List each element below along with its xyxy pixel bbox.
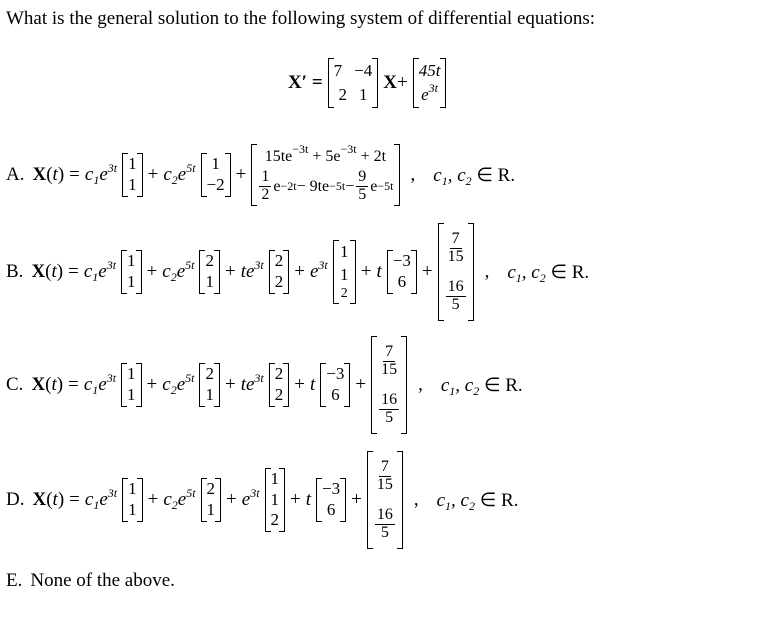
option-label: E. <box>6 570 23 591</box>
option-text: None of the above. <box>30 570 175 591</box>
matrix-cell: 2 <box>338 84 347 104</box>
option-b[interactable]: B. X ( t ) = $c_1e^{3t}$ 1 1 + $c_2e^{5t}$ 2 1 + $te^{3t}$ 2 2 + $e^{3t}$ 1 1 2 + t −3 6 + $\frac{7}{15}$ $\frac{16}{5}$ , $c_1$, $c_2$ ∈ R. <box>6 222 589 322</box>
option-e[interactable] <box>6 570 175 592</box>
option-c[interactable]: C. X ( t ) = $c_1e^{3t}$ 1 1 + $c_2e^{5t}$ 2 1 + $te^{3t}$ 2 2 + t −3 6 + $\frac{7}{15}$ $\frac{16}{5}$ , $c_1$, $c_2$ ∈ R. <box>6 335 523 435</box>
vector: 1 1 2 <box>333 240 356 304</box>
matrix-cell: −4 <box>354 60 373 80</box>
vector: 1 −2 <box>201 153 231 197</box>
constant-vector: $\frac{7}{15}$ $\frac{16}{5}$ <box>438 223 474 321</box>
vector: 1 1 2 <box>265 468 286 532</box>
x-symbol: X <box>32 164 47 185</box>
vector: 1 1 <box>121 250 142 294</box>
option-a[interactable]: A. X ( t ) = $c_1e^{3t}$ 1 1 + $c_2e^{5t}$ 1 −2 + $15te^{-3t} + 5e^{-3t} + 2t$ $\frac{1}{2}$ e −2t − 9te −5t − $\frac{9}{5}$ e −5t , $c_1$, $c_2$ ∈ R. <box>6 140 515 210</box>
option-label: C. <box>6 374 24 395</box>
constant-vector: $\frac{7}{15}$ $\frac{16}{5}$ <box>367 451 403 549</box>
vector: 2 2 <box>269 250 290 294</box>
option-label: D. <box>6 489 25 510</box>
constant-set: $c_1$, $c_2$ ∈ R. <box>433 164 516 188</box>
vector: 1 1 <box>122 478 143 522</box>
vector: −3 6 <box>316 478 346 522</box>
option-label: A. <box>6 164 25 185</box>
x-vector: X <box>383 72 397 93</box>
coefficient-matrix <box>328 58 379 108</box>
forcing-vector <box>413 58 447 108</box>
vector: 2 1 <box>199 363 220 407</box>
vector: 1 1 <box>122 153 143 197</box>
question-text: What is the general solution to the following system of differential equations: <box>6 8 596 29</box>
system-equation <box>288 58 451 108</box>
matrix-cell: 1 <box>358 84 368 104</box>
vector: 2 1 <box>199 250 220 294</box>
matrix-cell: 7 <box>333 60 343 80</box>
forcing-bottom: $e^{3t}$ <box>421 80 439 104</box>
particular-vector: $15te^{-3t} + 5e^{-3t} + 2t$ $\frac{1}{2}$ e −2t − 9te −5t − $\frac{9}{5}$ e −5t <box>251 144 399 206</box>
constant-vector: $\frac{7}{15}$ $\frac{16}{5}$ <box>371 336 407 434</box>
forcing-top: 45t <box>418 60 441 80</box>
lhs: X′ = <box>288 72 323 93</box>
vector: 2 1 <box>201 478 222 522</box>
vector: 2 2 <box>269 363 290 407</box>
vector: −3 6 <box>387 250 417 294</box>
plus-sign: + <box>396 72 408 93</box>
vector: 1 1 <box>121 363 142 407</box>
option-label: B. <box>6 261 24 282</box>
option-d[interactable]: D. X ( t ) = $c_1e^{3t}$ 1 1 + $c_2e^{5t}$ 2 1 + $e^{3t}$ 1 1 2 + t −3 6 + $\frac{7}{15}$ $\frac{16}{5}$ , $c_1$, $c_2$ ∈ R. <box>6 450 518 550</box>
vector: −3 6 <box>320 363 350 407</box>
